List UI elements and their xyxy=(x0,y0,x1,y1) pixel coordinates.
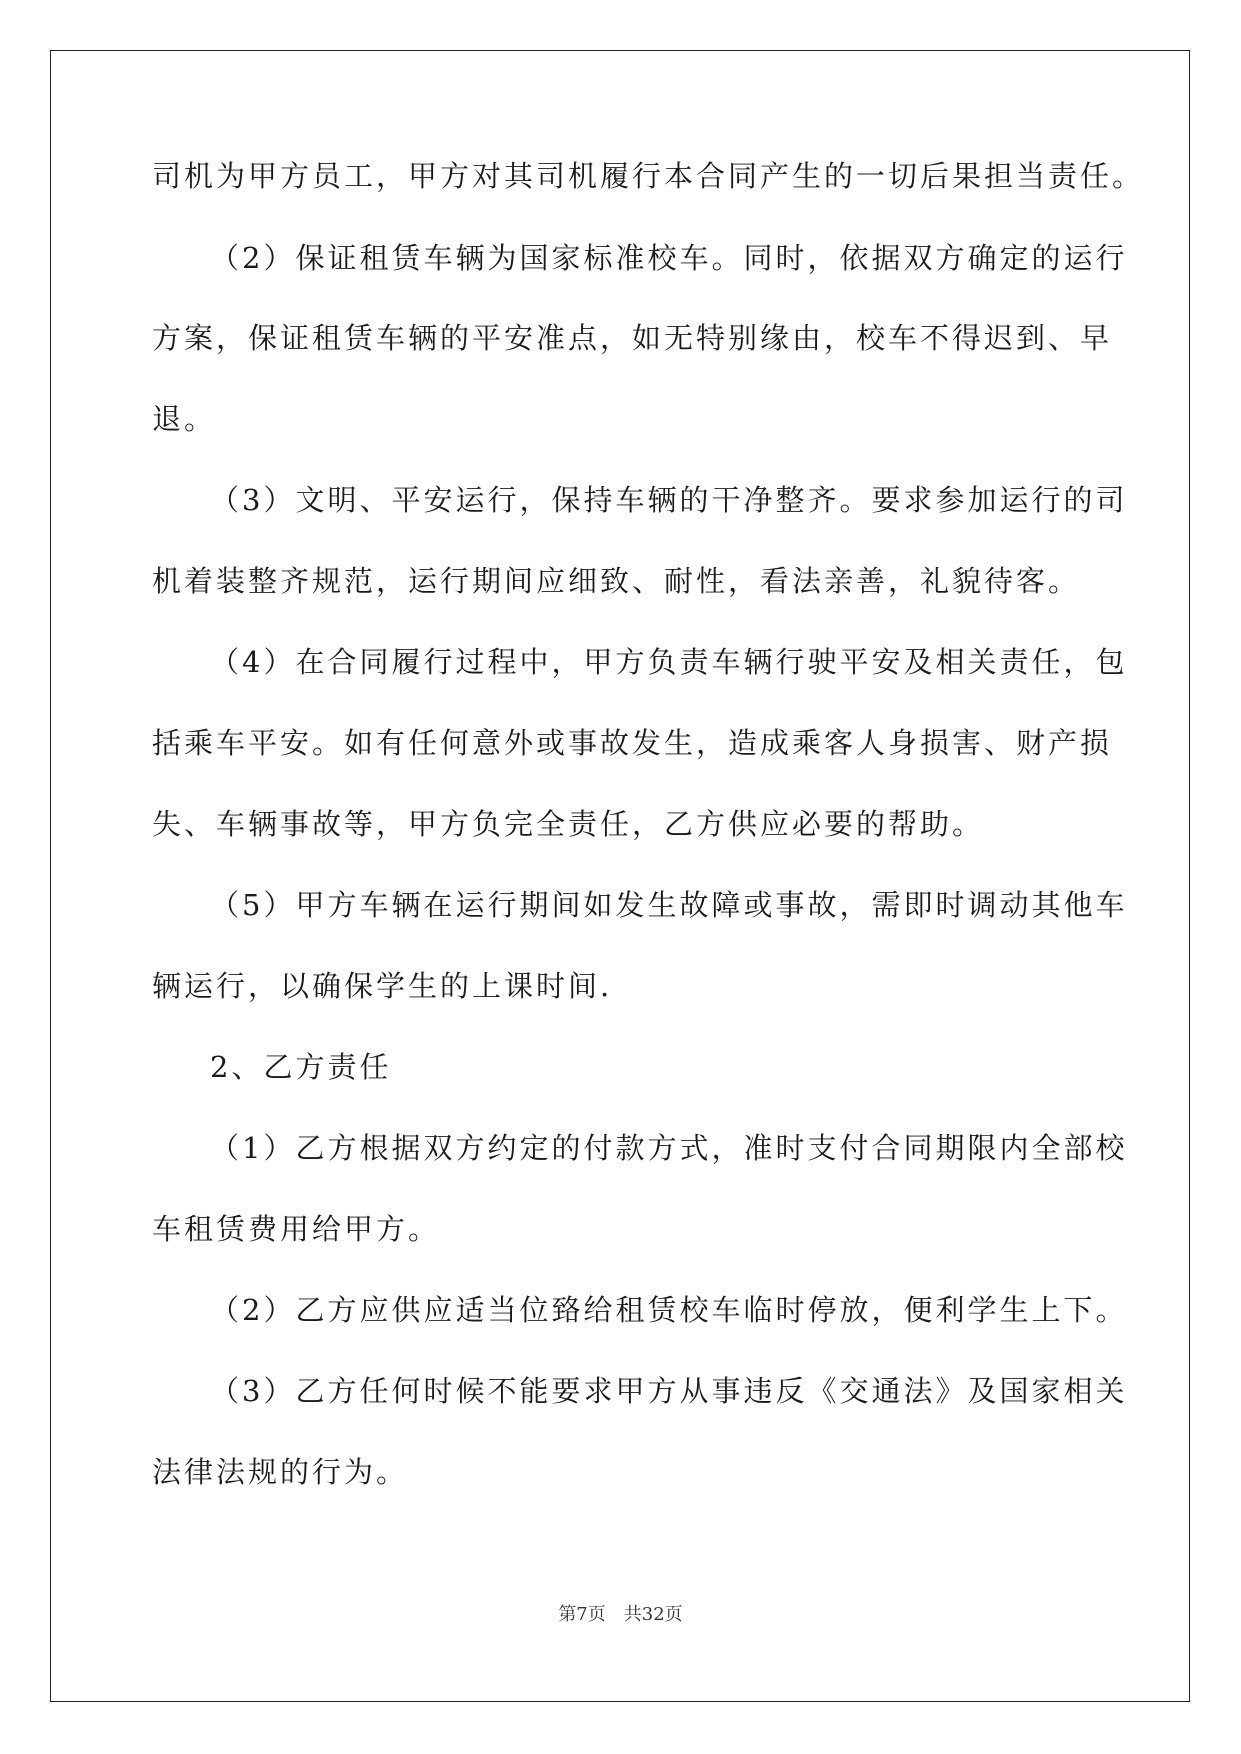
text-line: 方案，保证租赁车辆的平安准点，如无特别缘由，校车不得迟到、早 xyxy=(152,321,1113,355)
text-line: （4）在合同履行过程中，甲方负责车辆行驶平安及相关责任，包 xyxy=(210,645,1128,679)
text-line: （1）乙方根据双方约定的付款方式，准时支付合同期限内全部校 xyxy=(210,1131,1128,1165)
text-line: 辆运行，以确保学生的上课时间. xyxy=(152,969,613,1003)
text-line: 括乘车平安。如有任何意外或事故发生，造成乘客人身损害、财产损 xyxy=(152,726,1113,760)
text-line: （5）甲方车辆在运行期间如发生故障或事故，需即时调动其他车 xyxy=(210,888,1128,922)
text-line: 法律法规的行为。 xyxy=(152,1455,409,1489)
text-line: （3）乙方任何时候不能要求甲方从事违反《交通法》及国家相关 xyxy=(210,1374,1128,1408)
text-line: （2）保证租赁车辆为国家标准校车。同时，依据双方确定的运行 xyxy=(210,241,1128,275)
text-line: （2）乙方应供应适当位臵给租赁校车临时停放，便利学生上下。 xyxy=(210,1293,1128,1327)
page-footer: 第7页 共32页 xyxy=(558,1604,683,1625)
text-line: 失、车辆事故等，甲方负完全责任，乙方供应必要的帮助。 xyxy=(152,807,985,841)
text-line: 司机为甲方员工，甲方对其司机履行本合同产生的一切后果担当责任。 xyxy=(152,159,1145,193)
section-heading: 2、乙方责任 xyxy=(210,1050,392,1084)
text-line: 退。 xyxy=(152,402,217,436)
text-line: 车租赁费用给甲方。 xyxy=(152,1212,441,1246)
text-line: 机着装整齐规范，运行期间应细致、耐性，看法亲善，礼貌待客。 xyxy=(152,564,1081,598)
text-line: （3）文明、平安运行，保持车辆的干净整齐。要求参加运行的司 xyxy=(210,483,1128,517)
